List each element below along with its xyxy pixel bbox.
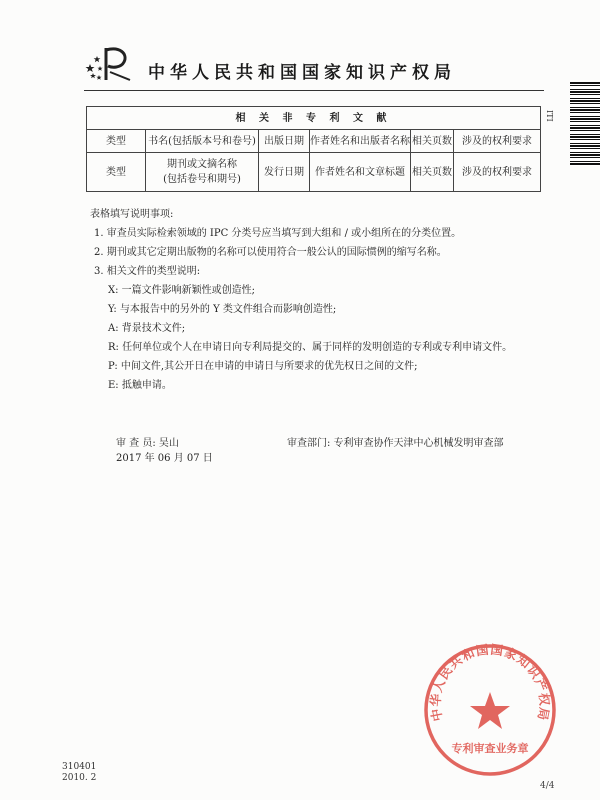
barcode — [570, 82, 600, 166]
table-row — [87, 153, 541, 192]
table-title: 相 关 非 专 利 文 献 — [87, 107, 541, 130]
doc-type-item: R: 任何单位或个人在申请日向专利局提交的、属于同样的发明创造的专利或专利申请文件。 — [108, 342, 513, 353]
header-divider — [84, 90, 544, 91]
non-patent-literature-table — [86, 106, 541, 192]
table-cell-sub: (包括卷号和期号) — [163, 174, 241, 185]
table-row — [87, 130, 541, 153]
table-cell: 作者姓名和文章标题 — [310, 153, 411, 192]
instruction-item: 1. 审查员实际检索领域的 IPC 分类号应当填写到大组和 / 或小组所在的分类位置。 — [94, 228, 462, 239]
svg-text:中华人民共和国国家知识产权局: 中华人民共和国国家知识产权局 — [427, 641, 553, 723]
form-code — [62, 762, 96, 784]
table-cell: 相关页数 — [411, 130, 454, 153]
form-version: 2010. 2 — [62, 773, 97, 783]
instructions-heading: 表格填写说明事项: — [90, 209, 174, 220]
doc-type-item: P: 中间文件,其公开日在申请的申请日与所要求的优先权日之间的文件; — [108, 361, 418, 372]
official-seal-icon — [420, 640, 560, 780]
instruction-item: 2. 期刊或其它定期出版物的名称可以使用符合一般公认的国际惯例的缩写名称。 — [94, 247, 447, 258]
table-cell: 类型 — [87, 130, 146, 153]
examiner-name: 审 查 员: 吴山 — [116, 438, 179, 449]
doc-type-item: X: 一篇文件影响新颖性或创造性; — [108, 285, 256, 296]
form-number: 310401 — [62, 762, 97, 772]
instruction-item: 3. 相关文件的类型说明: — [94, 266, 201, 277]
table-cell: 涉及的权利要求 — [454, 153, 541, 192]
table-cell — [146, 153, 259, 192]
doc-type-item: Y: 与本报告中的另外的 Y 类文件组合而影响创造性; — [108, 304, 337, 315]
table-cell: 相关页数 — [411, 153, 454, 192]
doc-type-item: A: 背景技术文件; — [108, 323, 186, 334]
table-cell: 出版日期 — [259, 130, 310, 153]
exam-department: 审查部门: 专利审查协作天津中心机械发明审查部 — [287, 438, 504, 449]
cnipa-logo-icon — [84, 44, 132, 82]
table-cell-main: 期刊或文摘名称 — [167, 159, 237, 170]
table-cell: 作者姓名和出版者名称 — [310, 130, 411, 153]
side-code: ITI — [545, 110, 554, 122]
form-instructions — [90, 205, 550, 395]
page-number: 4/4 — [540, 781, 555, 791]
doc-type-item: E: 抵触申请。 — [108, 380, 172, 391]
exam-date: 2017 年 06 月 07 日 — [116, 453, 213, 464]
svg-text:专利审查业务章: 专利审查业务章 — [451, 742, 529, 755]
table-cell: 类型 — [87, 153, 146, 192]
header-title: 中华人民共和国国家知识产权局 — [148, 63, 456, 83]
table-cell: 涉及的权利要求 — [454, 130, 541, 153]
table-cell: 发行日期 — [259, 153, 310, 192]
table-cell: 书名(包括版本号和卷号) — [146, 130, 259, 153]
